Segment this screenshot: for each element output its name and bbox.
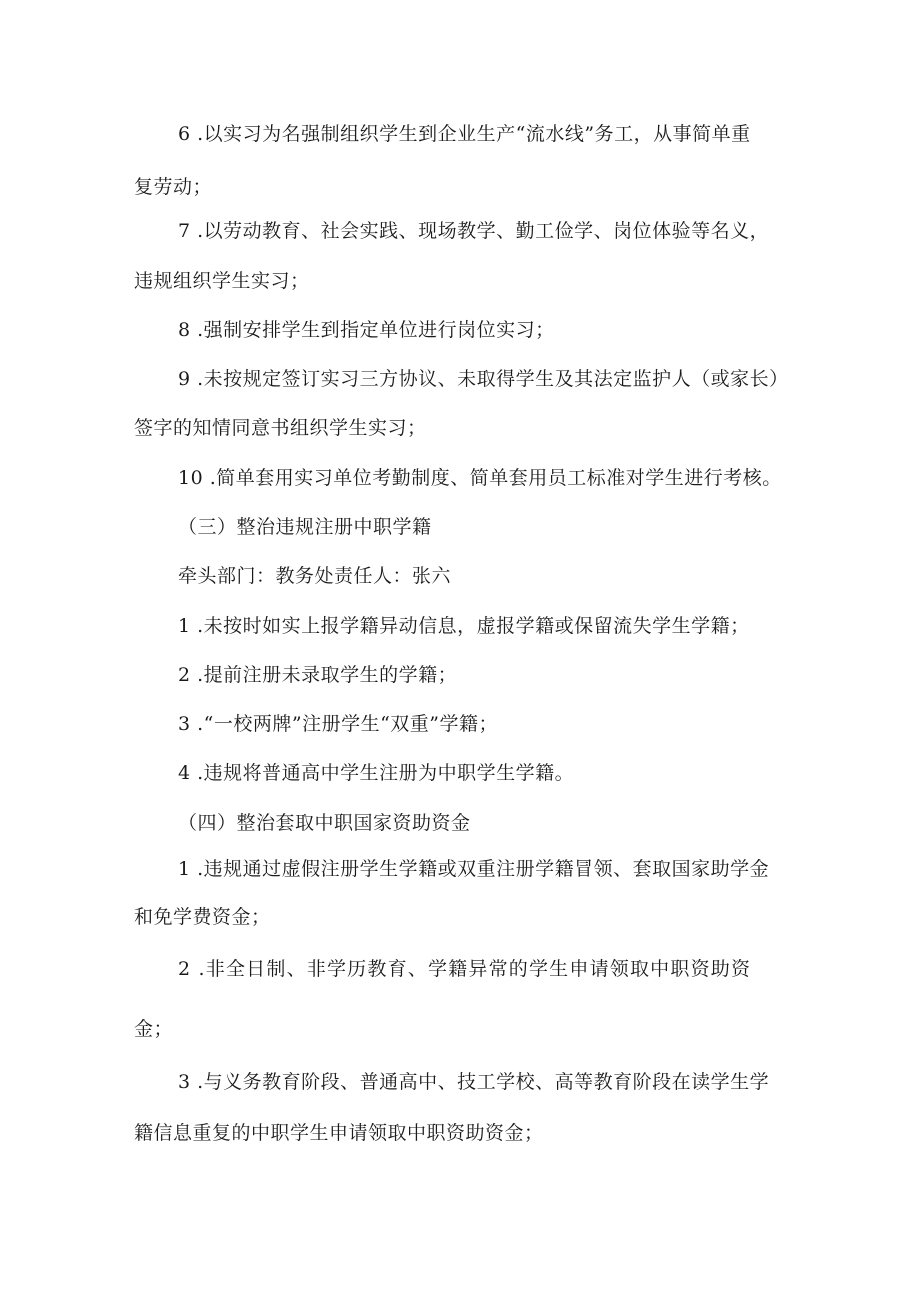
text-line-reg-3: 3 .“一校两牌”注册学生“双重”学籍； xyxy=(178,713,499,735)
text-line-aid-2-a: 2 .非全日制、非学历教育、学籍异常的学生申请领取中职资助资 xyxy=(178,958,752,980)
text-line-item-9-b: 签字的知情同意书组织学生实习； xyxy=(134,417,427,439)
text-line-item-9-a: 9 .未按规定签订实习三方协议、未取得学生及其法定监护人（或家长） xyxy=(178,368,789,390)
text-line-item-6-b: 复劳动； xyxy=(134,176,213,198)
section-heading-4: （四）整治套取中职国家资助资金 xyxy=(178,812,471,834)
text-line-item-6-a: 6 .以实习为名强制组织学生到企业生产“流水线”务工，从事简单重 xyxy=(178,123,751,145)
text-line-item-7-a: 7 .以劳动教育、社会实践、现场教学、勤工俭学、岗位体验等名义， xyxy=(178,220,770,242)
text-line-item-10: 10 .简单套用实习单位考勤制度、简单套用员工标准对学生进行考核。 xyxy=(178,467,782,489)
text-line-aid-3-a: 3 .与义务教育阶段、普通高中、技工学校、高等教育阶段在读学生学 xyxy=(178,1071,770,1093)
text-line-reg-4: 4 .违规将普通高中学生注册为中职学生学籍。 xyxy=(178,762,575,784)
text-line-aid-3-b: 籍信息重复的中职学生申请领取中职资助资金； xyxy=(134,1122,544,1144)
text-line-item-7-b: 违规组织学生实习； xyxy=(134,270,310,292)
text-line-aid-1-b: 和免学费资金； xyxy=(134,906,271,928)
text-line-reg-2: 2 .提前注册未录取学生的学籍； xyxy=(178,664,458,686)
text-line-item-8: 8 .强制安排学生到指定单位进行岗位实习； xyxy=(178,319,555,341)
text-line-reg-1: 1 .未按时如实上报学籍异动信息，虚报学籍或保留流失学生学籍； xyxy=(178,615,750,637)
section-heading-3: （三）整治违规注册中职学籍 xyxy=(178,516,432,538)
text-line-aid-1-a: 1 .违规通过虚假注册学生学籍或双重注册学籍冒领、套取国家助学金 xyxy=(178,858,770,880)
responsible-department-line: 牵头部门：教务处责任人：张六 xyxy=(178,565,452,587)
text-line-aid-2-b: 金； xyxy=(134,1018,174,1040)
